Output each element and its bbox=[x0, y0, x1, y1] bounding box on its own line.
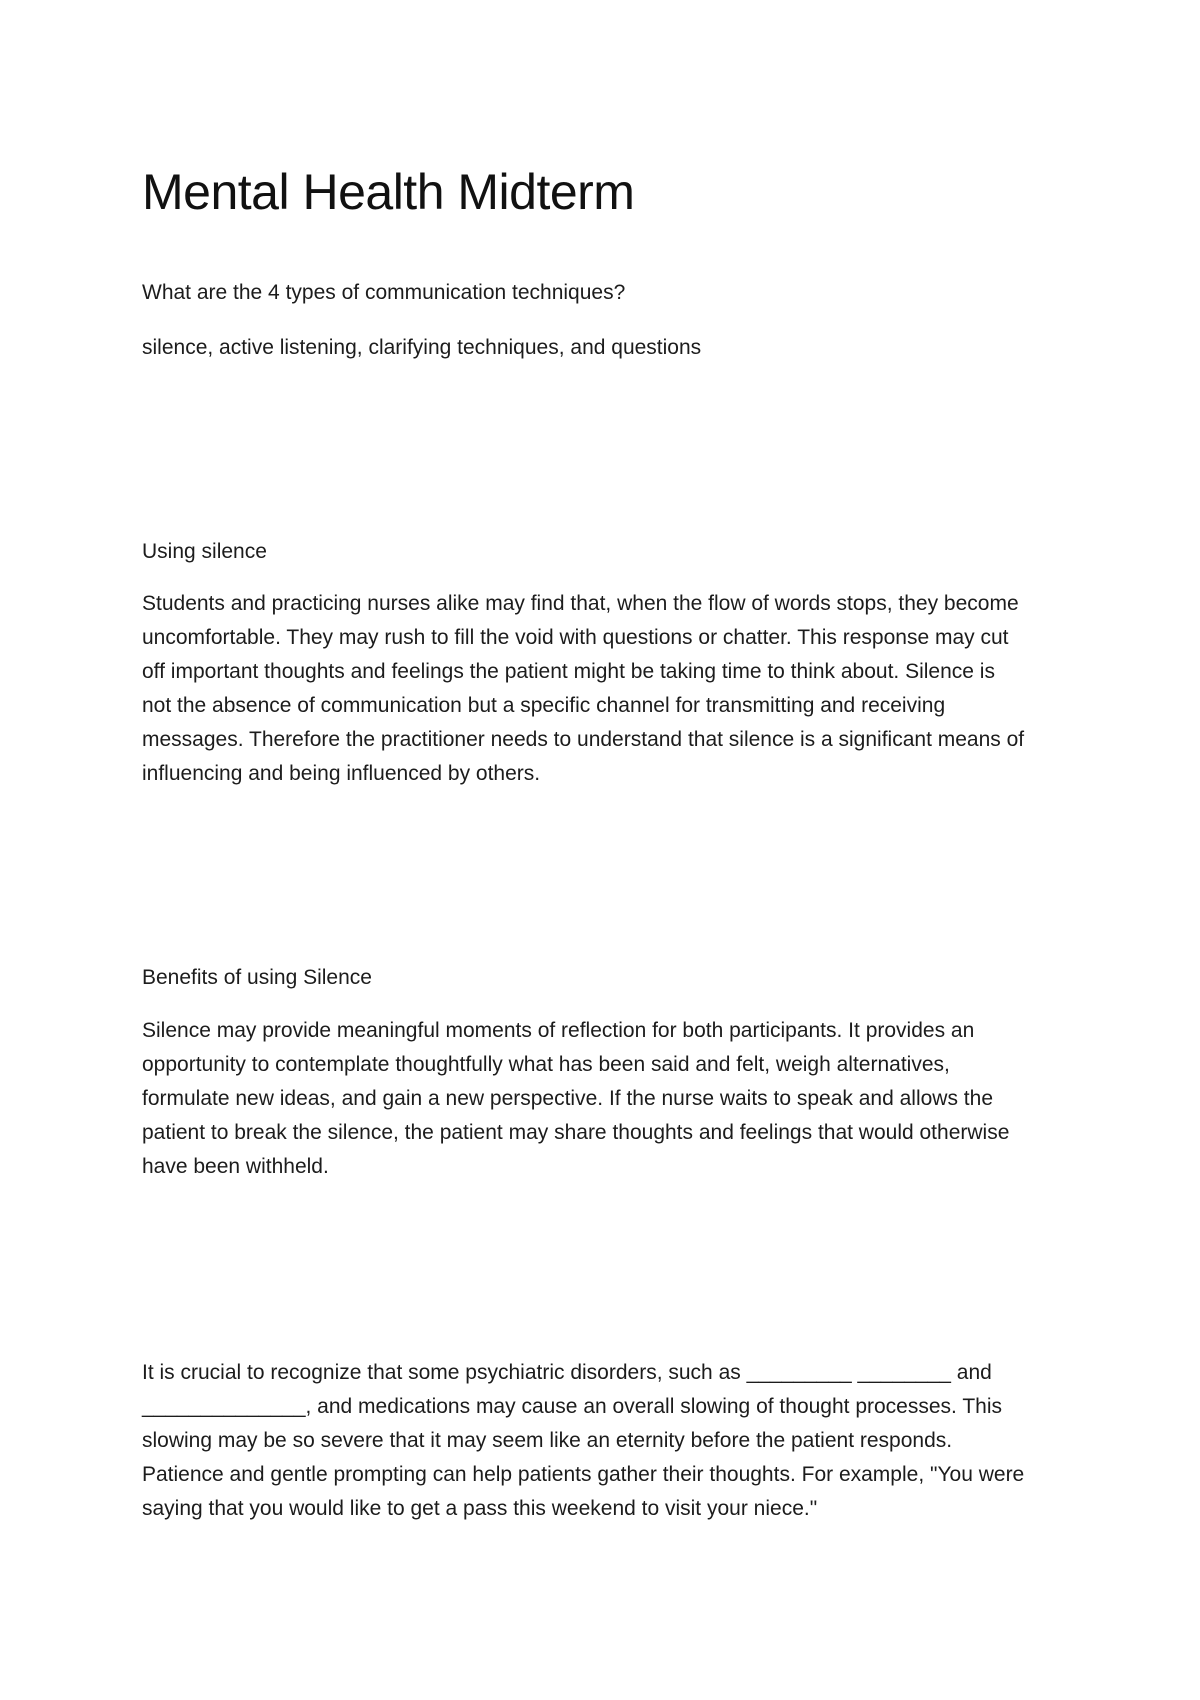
question-text: Benefits of using Silence bbox=[142, 966, 372, 989]
answer-line: off important thoughts and feelings the patient might be taking time to think about. Silence is bbox=[142, 660, 995, 683]
section-fill-in-blank bbox=[142, 1356, 1067, 1526]
section-using-silence-answer bbox=[142, 587, 1067, 791]
section-benefits-of-silence bbox=[142, 963, 1067, 993]
answer-line: opportunity to contemplate thoughtfully what has been said and felt, weigh alternatives, bbox=[142, 1053, 950, 1076]
answer-line: Silence may provide meaningful moments of reflection for both participants. It provides an bbox=[142, 1019, 975, 1042]
answer-line: silence, active listening, clarifying techniques, and questions bbox=[142, 336, 702, 359]
answer-line: Students and practicing nurses alike may find that, when the flow of words stops, they become bbox=[142, 592, 1019, 615]
answer-line: slowing may be so severe that it may seem like an eternity before the patient responds. bbox=[142, 1429, 953, 1452]
answer-line: messages. Therefore the practitioner needs to understand that silence is a significant means of bbox=[142, 728, 1025, 751]
answer-line: patient to break the silence, the patient may share thoughts and feelings that would otherwise bbox=[142, 1121, 1010, 1144]
page-title: Mental Health Midterm bbox=[142, 164, 635, 220]
question-text: What are the 4 types of communication techniques? bbox=[142, 281, 626, 304]
answer-line: influencing and being influenced by others. bbox=[142, 762, 541, 785]
answer-line: not the absence of communication but a specific channel for transmitting and receiving bbox=[142, 694, 946, 717]
section-communication-types bbox=[142, 278, 1067, 308]
answer-line: uncomfortable. They may rush to fill the void with questions or chatter. This response may cut bbox=[142, 626, 1009, 649]
answer-line: ______________, and medications may cause an overall slowing of thought processes. This bbox=[142, 1395, 1002, 1418]
section-benefits-of-silence-answer bbox=[142, 1014, 1067, 1184]
question-text: Using silence bbox=[142, 540, 267, 563]
section-using-silence bbox=[142, 537, 1067, 567]
section-communication-types-answer bbox=[142, 331, 1067, 365]
answer-line: have been withheld. bbox=[142, 1155, 329, 1178]
answer-line: saying that you would like to get a pass this weekend to visit your niece." bbox=[142, 1497, 818, 1520]
answer-line: formulate new ideas, and gain a new perspective. If the nurse waits to speak and allows the bbox=[142, 1087, 993, 1110]
answer-line: Patience and gentle prompting can help patients gather their thoughts. For example, "You were bbox=[142, 1463, 1025, 1486]
answer-line: It is crucial to recognize that some psychiatric disorders, such as _________ ________ and bbox=[142, 1361, 992, 1384]
